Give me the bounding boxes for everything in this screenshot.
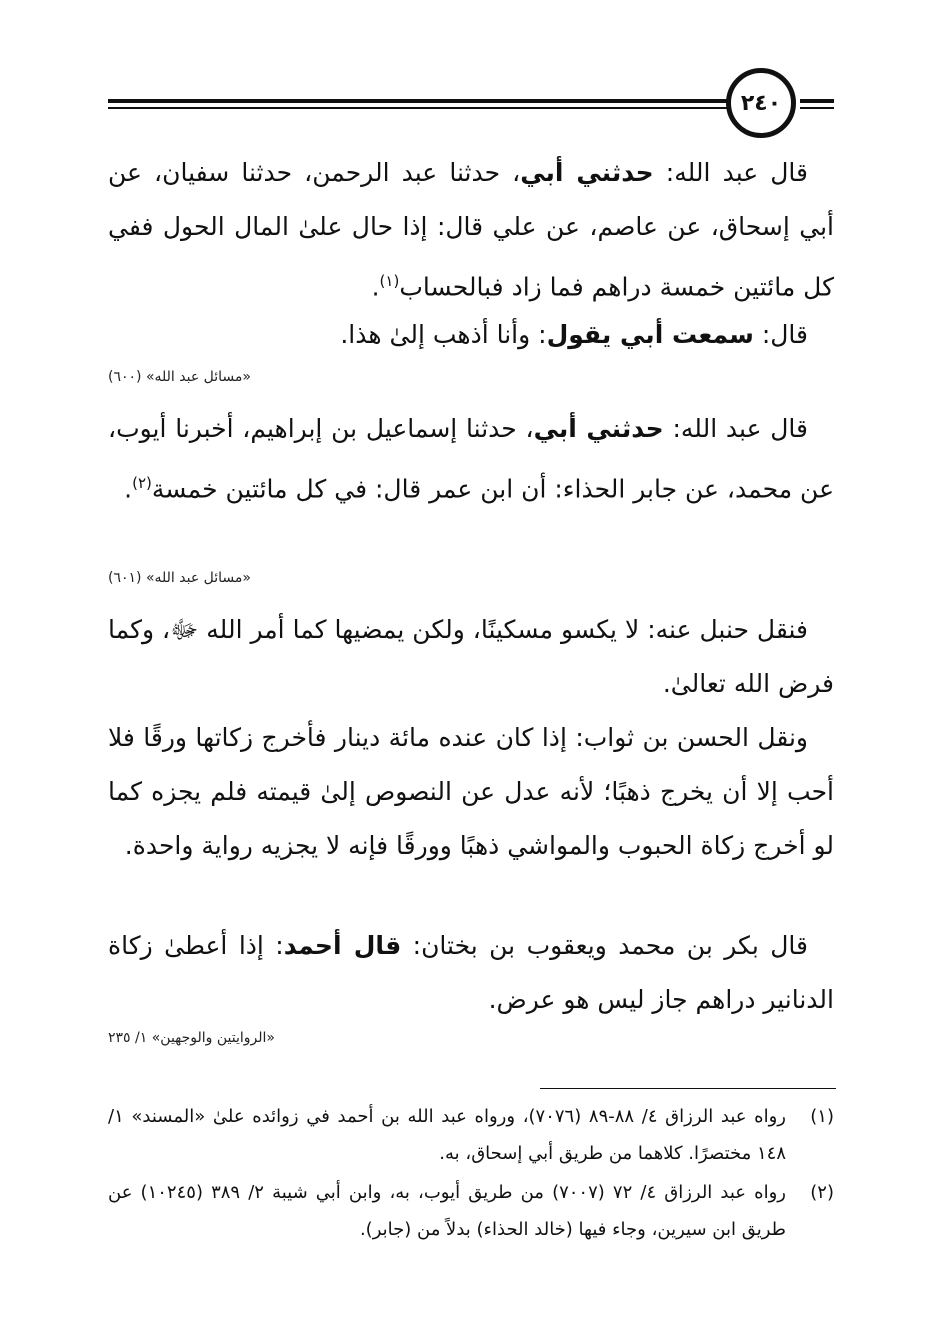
- emphasis-text: حدثني أبي: [520, 158, 654, 187]
- text-run: قال:: [753, 320, 808, 349]
- header-rule-right: [800, 99, 834, 103]
- source-citation: «الروايتين والوجهين» ١/ ٢٣٥: [108, 1030, 275, 1046]
- paragraph-3-block: [108, 402, 834, 516]
- text-run: ونقل الحسن بن ثواب: إذا كان عنده مائة دينار فأخرج زكاتها ورقًا فلا أحب إلا أن يخرج ذهبًا؛ لأنه عدل عن النصوص إلىٰ قيمته فلم يجزه كما لو أخرج زكاة الحبوب والمواشي ذهبًا وورقًا فإنه لا يجزيه رواية واحدة.: [108, 723, 834, 860]
- footnote-number: (١): [810, 1106, 834, 1127]
- footnote: [108, 1174, 834, 1248]
- paragraph: [108, 603, 834, 711]
- header-rule-right-thin: [800, 107, 834, 109]
- paragraph: [108, 402, 834, 516]
- text-run: قال عبد الله:: [653, 158, 809, 187]
- emphasis-text: سمعت أبي يقول: [546, 320, 754, 349]
- page-number-circle: [726, 68, 796, 138]
- text-run: ، حدثنا إسماعيل بن إبراهيم، أخبرنا أيوب، عن محمد، عن جابر الحذاء: أن ابن عمر قال: في كل مائتين خمسة: [108, 414, 834, 504]
- footnote-text: رواه عبد الرزاق ٤/ ٧٢ (٧٠٠٧) من طريق أيوب، به، وابن أبي شيبة ٢/ ٣٨٩ (١٠٢٤٥) عن طريق ابن سيرين، وجاء فيها (خالد الحذاء) بدلاً من (جابر).: [108, 1182, 786, 1240]
- header-rule: [108, 99, 728, 103]
- paragraph-5-block: [108, 711, 834, 873]
- paragraph-1-block: [108, 146, 834, 314]
- paragraph: [108, 711, 834, 873]
- emphasis-text: حدثني أبي: [533, 414, 664, 443]
- text-run: ، حدثنا عبد الرحمن، حدثنا سفيان، عن أبي إسحاق، عن عاصم، عن علي قال: إذا حال علىٰ المال الحول ففي كل مائتين خمسة دراهم فما زاد فبالحساب: [108, 158, 834, 302]
- footnote: [108, 1098, 834, 1172]
- paragraph: [108, 919, 834, 1027]
- footnote-separator: [540, 1088, 836, 1089]
- page-number: ٢٤٠: [740, 90, 782, 116]
- text-run: فنقل حنبل عنه: لا يكسو مسكينًا، ولكن يمضيها كما أمر الله ﷻ، وكما فرض الله تعالىٰ.: [108, 615, 834, 698]
- footnote-number: (٢): [810, 1182, 834, 1203]
- text-run: .: [371, 272, 380, 302]
- text-run: .: [124, 474, 133, 504]
- text-run: قال بكر بن محمد ويعقوب بن بختان:: [401, 931, 808, 960]
- footnotes: [108, 1098, 834, 1250]
- text-run: : وأنا أذهب إلىٰ هذا.: [340, 320, 547, 349]
- paragraph-2-block: [108, 308, 834, 362]
- footnote-ref: (١): [379, 272, 400, 290]
- header-rule-thin: [108, 107, 728, 109]
- footnote-ref: (٢): [132, 474, 152, 492]
- emphasis-text: قال أحمد: [283, 931, 402, 960]
- footnote-text: رواه عبد الرزاق ٤/ ٨٨-٨٩ (٧٠٧٦)، ورواه عبد الله بن أحمد في زوائده علىٰ «المسند» ١/ ١٤٨ مختصرًا. كلاهما من طريق أبي إسحاق، به.: [108, 1106, 786, 1164]
- source-citation: «مسائل عبد الله» (٦٠١): [108, 570, 251, 586]
- text-run: : إذا أعطىٰ زكاة الدنانير دراهم جاز ليس هو عرض.: [108, 931, 834, 1014]
- paragraph: [108, 146, 834, 314]
- text-run: قال عبد الله:: [663, 414, 809, 443]
- paragraph-6-block: [108, 919, 834, 1027]
- paragraph-4-block: [108, 603, 834, 711]
- source-citation: «مسائل عبد الله» (٦٠٠): [108, 369, 251, 385]
- paragraph: [108, 308, 834, 362]
